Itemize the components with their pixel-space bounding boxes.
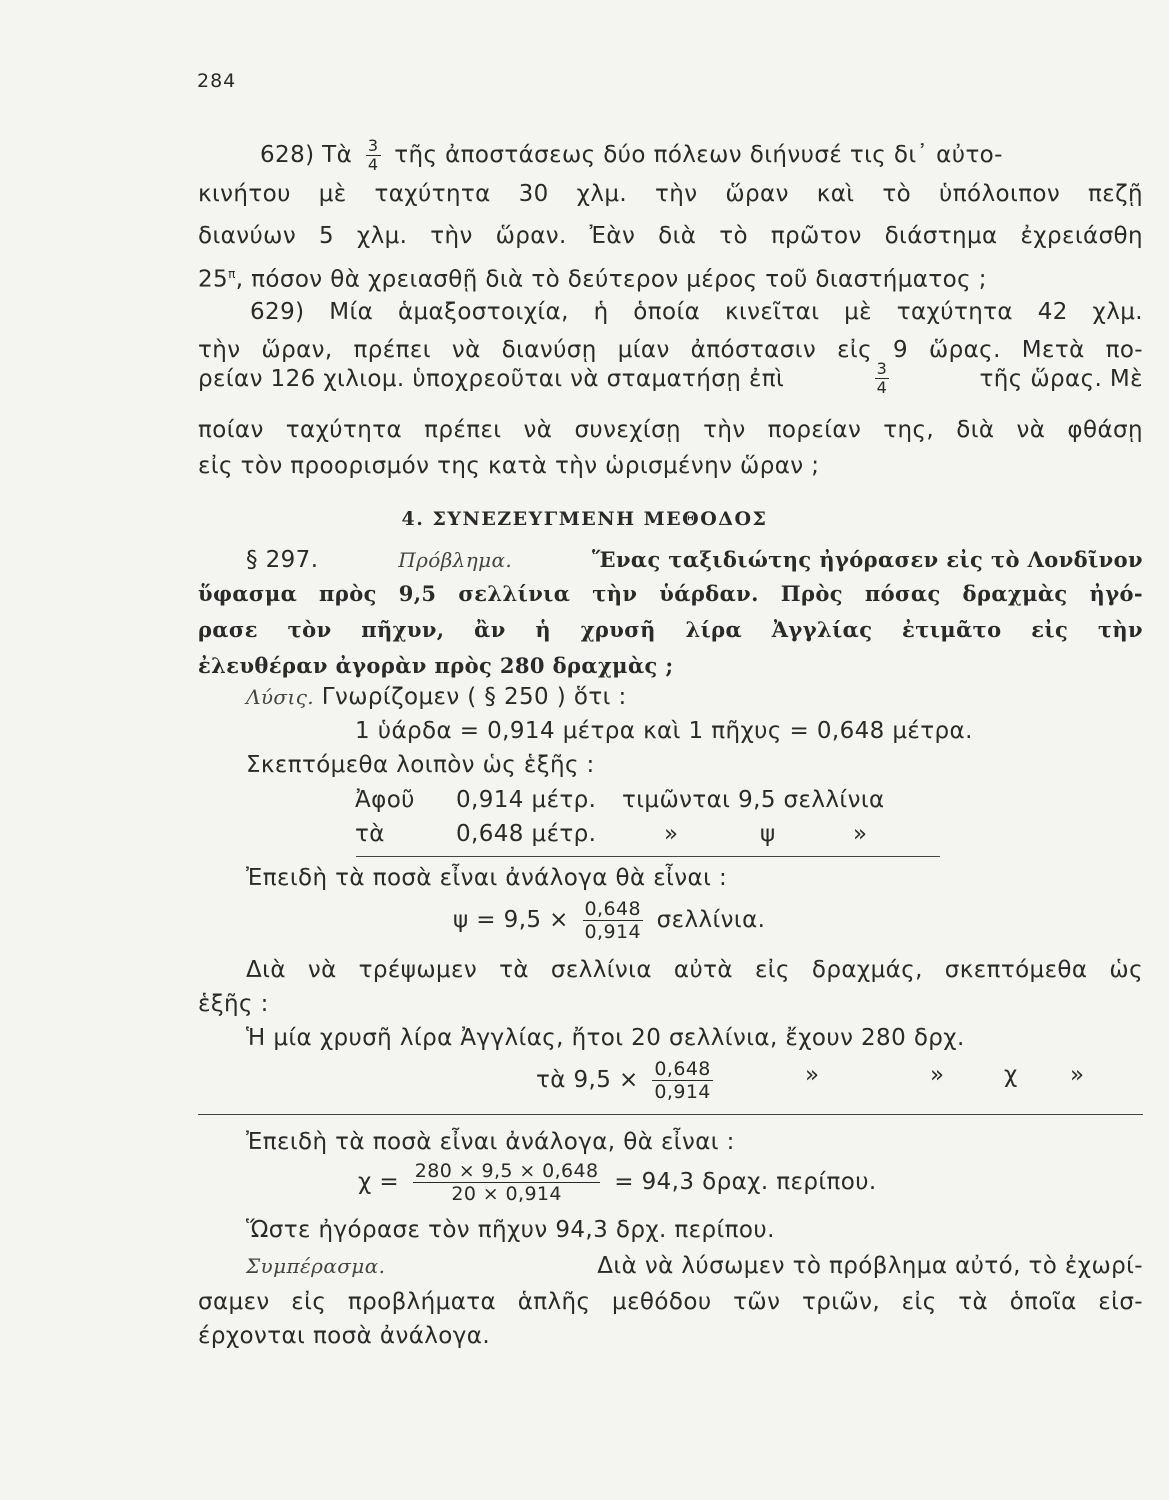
solution-think: Σκεπτόμεθα λοιπὸν ὡς ἑξῆς : [246, 752, 595, 778]
ditto-mark: » [930, 1062, 945, 1088]
rule-row-3-fraction [652, 1058, 712, 1103]
equation-psi-lhs: ψ = 9,5 × [453, 907, 569, 933]
fraction-numerator: 280 × 9,5 × 0,648 [414, 1160, 599, 1182]
ex628-time: 25 [198, 266, 229, 293]
ditto-mark: » [853, 821, 868, 847]
ex629-line-1: 629) Μία ἁμαξοστοιχία, ἡ ὁποία κινεῖται μὲ ταχύτητα 42 χλμ. [250, 299, 1143, 325]
equation-chi [358, 1160, 877, 1205]
fraction-numerator: 0,648 [584, 898, 641, 920]
problem-label: Πρόβλημα. [398, 548, 513, 572]
fraction-denominator: 0,914 [584, 921, 641, 943]
rule-row-1-qty: 0,914 μέτρ. [456, 787, 597, 813]
problem-line-3: ρασε τὸν πῆχυν, ἂν ἡ χρυσῆ λίρα Ἀγγλίας ἐτιμᾶτο εἰς τὴν [198, 617, 1143, 642]
problem-text-start: Ἕνας ταξιδιώτης ἠγόρασεν εἰς τὸ Λονδῖνον [592, 547, 1143, 572]
rule-row-1-word: Ἀφοῦ [355, 787, 415, 813]
conversion-line-1: Διὰ νὰ τρέψωμεν τὰ σελλίνια αὐτὰ εἰς δραχμάς, σκεπτόμεθα ὡς [246, 957, 1143, 983]
ex629-cont: τῆς ὥρας. Μὲ [979, 365, 1143, 392]
problem-line-4: ἐλευθέραν ἀγορὰν πρὸς 280 δραχμὰς ; [198, 653, 674, 678]
ex628-line-3: διανύων 5 χλμ. τὴν ὥραν. Ἐὰν διὰ τὸ πρῶτον διάστημα ἐχρειάσθη [198, 223, 1143, 249]
ditto-mark: » [664, 821, 679, 847]
fraction-denominator: 20 × 0,914 [451, 1183, 562, 1205]
divider-rule [198, 1114, 1143, 1115]
ex628-start: 628) Τὰ [260, 142, 353, 168]
ex628-cont: τῆς ἀποστάσεως δύο πόλεων διήνυσέ τις δι᾽ αὐτο- [394, 142, 1003, 168]
fraction-denominator: 4 [876, 378, 888, 397]
equation-chi-fraction [413, 1160, 601, 1205]
conversion-line-2: ἑξῆς : [198, 991, 269, 1017]
section-heading: 4. ΣΥΝΕΖΕΥΓΜΕΝΗ ΜΕΘΟΔΟΣ [401, 508, 768, 530]
ex629-line-5: εἰς τὸν προορισμόν της κατὰ τὴν ὡρισμένην ὥραν ; [198, 453, 820, 479]
fraction-denominator: 4 [367, 155, 379, 174]
since-line-1: Ἐπειδὴ τὰ ποσὰ εἶναι ἀνάλογα θὰ εἶναι : [246, 865, 728, 891]
ditto-mark: » [1070, 1062, 1085, 1088]
rule-row-2-word: τὰ [355, 821, 385, 847]
equation-chi-result: = 94,3 δραχ. περίπου. [614, 1169, 877, 1195]
ex628-time-unit: π [228, 267, 236, 281]
result-line: Ὥστε ἠγόρασε τὸν πῆχυν 94,3 δρχ. περίπου. [246, 1217, 775, 1243]
rule-row-3-start: τὰ 9,5 × [536, 1067, 639, 1093]
problem-line-1 [246, 546, 1143, 574]
ex628-line-2: κινήτου μὲ ταχύτητα 30 χλμ. τὴν ὥραν καὶ τὸ ὑπόλοιπον πεζῇ [198, 181, 1143, 207]
unknown-chi: χ [1004, 1062, 1018, 1088]
ex629-start: ρείαν 126 χιλιομ. ὑποχρεοῦται νὰ σταματήσῃ ἐπὶ [198, 365, 785, 392]
page-number: 284 [197, 70, 237, 92]
ditto-mark: » [805, 1062, 820, 1088]
ex628-question: , πόσον θὰ χρειασθῇ διὰ τὸ δεύτερον μέρος τοῦ διαστήματος ; [235, 266, 987, 293]
unit-conversions: 1 ὑάρδα = 0,914 μέτρα καὶ 1 πῆχυς = 0,648 μέτρα. [355, 718, 973, 744]
conclusion-text-start: Διὰ νὰ λύσωμεν τὸ πρόβλημα αὐτό, τὸ ἐχωρί- [597, 1253, 1143, 1279]
solution-intro: Γνωρίζομεν ( § 250 ) ὅτι : [321, 684, 627, 710]
divider-rule [356, 856, 940, 857]
equation-psi [453, 898, 765, 943]
solution-line-1 [246, 683, 627, 711]
ex629-line-3 [198, 360, 1143, 397]
equation-chi-lhs: χ = [358, 1169, 400, 1195]
paragraph-number: § 297. [246, 547, 319, 573]
rule-row-1-price: τιμῶνται 9,5 σελλίνια [622, 787, 885, 813]
fraction-denominator: 0,914 [654, 1081, 711, 1103]
rule-row-2-qty: 0,648 μέτρ. [456, 821, 597, 847]
fraction-numerator: 3 [876, 359, 888, 378]
fraction-numerator: 0,648 [654, 1058, 711, 1080]
since-line-2: Ἐπειδὴ τὰ ποσὰ εἶναι ἀνάλογα, θὰ εἶναι : [246, 1129, 735, 1155]
ex629-line-2: τὴν ὥραν, πρέπει νὰ διανύσῃ μίαν ἀπόστασιν εἰς 9 ὥρας. Μετὰ πο- [198, 337, 1143, 363]
rule-row-3 [536, 1058, 719, 1103]
conclusion-line-1 [246, 1252, 1143, 1280]
ex628-line-4 [198, 260, 987, 294]
ex629-fraction [875, 360, 890, 397]
solution-label: Λύσις. [246, 685, 315, 709]
ex629-line-4: ποίαν ταχύτητα πρέπει νὰ συνεχίσῃ τὴν πορείαν της, διὰ νὰ φθάσῃ [198, 417, 1143, 443]
equation-psi-unit: σελλίνια. [656, 907, 766, 933]
problem-line-2: ὕφασμα πρὸς 9,5 σελλίνια τὴν ὑάρδαν. Πρὸς πόσας δραχμὰς ἠγό- [198, 581, 1143, 606]
fraction-numerator: 3 [367, 136, 379, 155]
gold-pound-line: Ἡ μία χρυσῆ λίρα Ἀγγλίας, ἤτοι 20 σελλίνια, ἔχουν 280 δρχ. [246, 1025, 965, 1051]
conclusion-line-3: έρχονται ποσὰ ἀνάλογα. [198, 1323, 491, 1349]
ex628-fraction [366, 137, 381, 174]
conclusion-label: Συμπέρασμα. [246, 1254, 386, 1278]
unknown-psi: ψ [760, 821, 776, 847]
equation-psi-fraction [583, 898, 643, 943]
conclusion-line-2: σαμεν εἰς προβλήματα ἁπλῆς μεθόδου τῶν τριῶν, εἰς τὰ ὁποῖα εἰσ- [198, 1289, 1143, 1315]
ex628-line-1 [260, 137, 1003, 174]
